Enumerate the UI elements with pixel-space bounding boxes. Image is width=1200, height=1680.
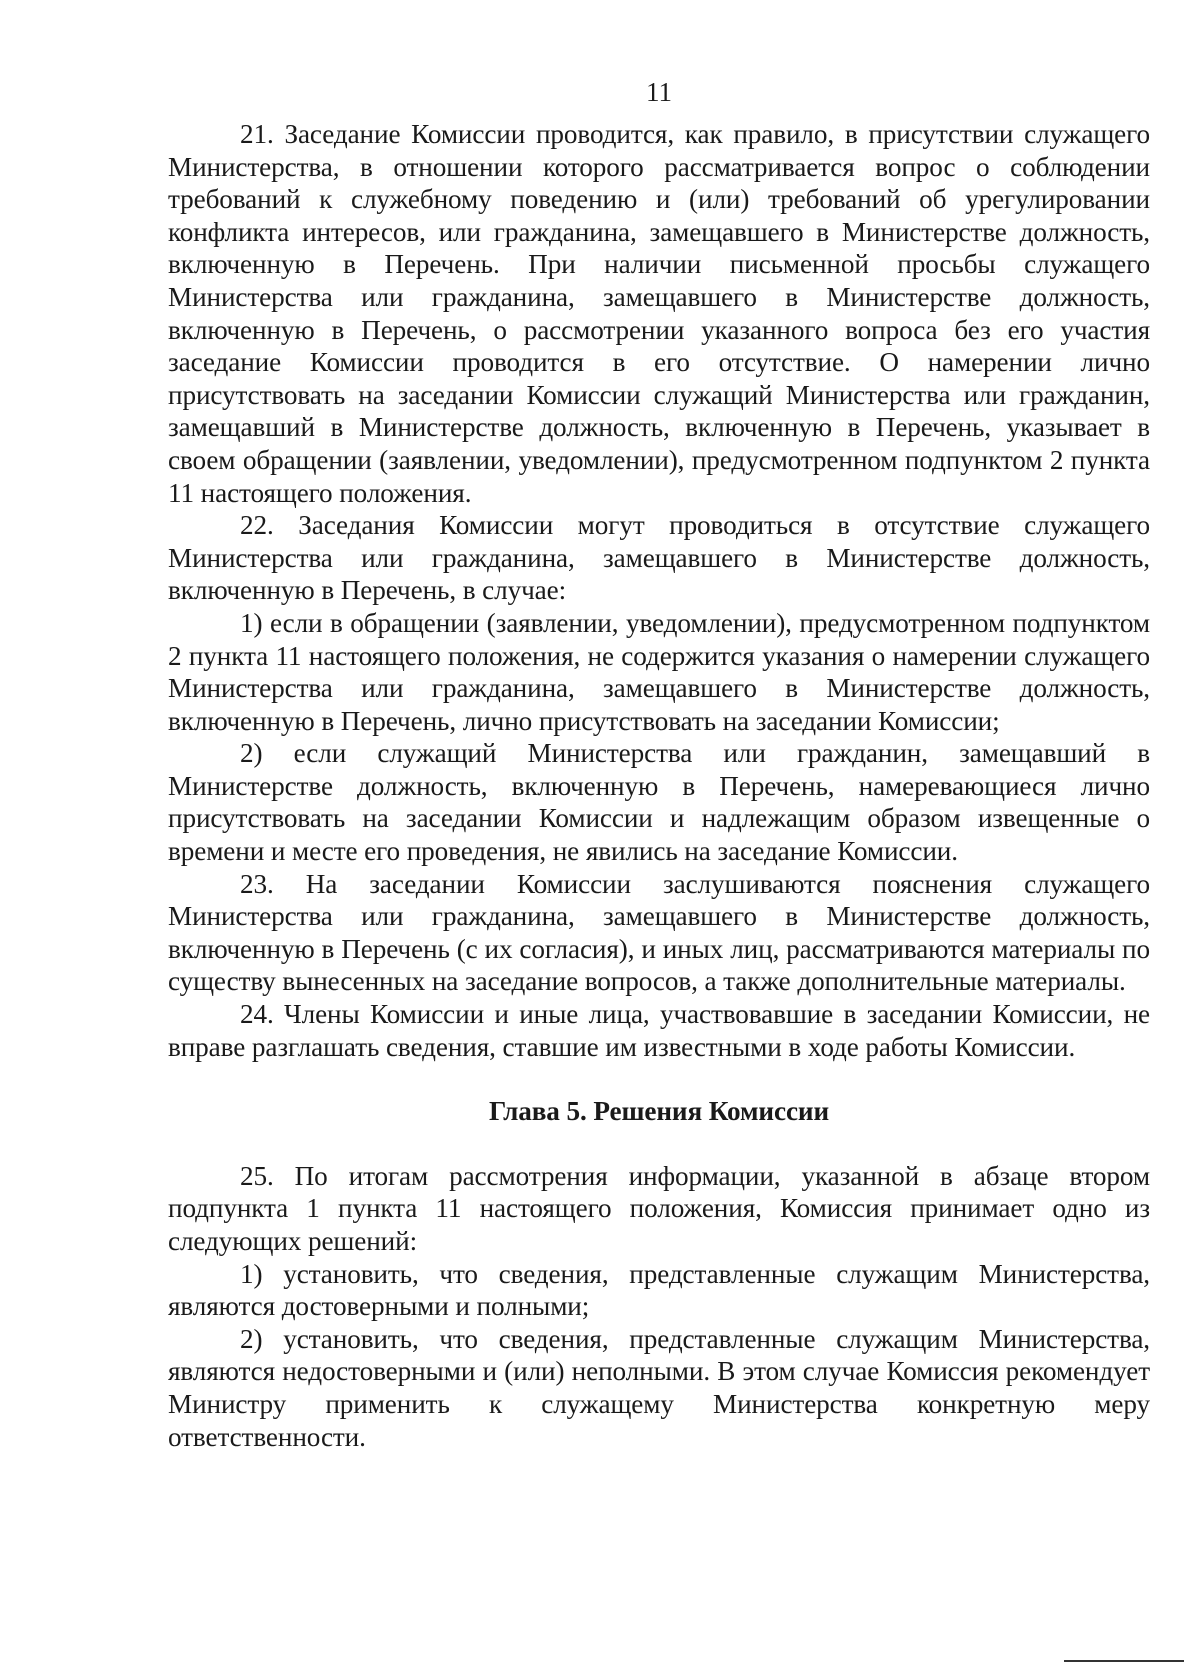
paragraph-22: 22. Заседания Комиссии могут проводиться в отсутствие служащего Министерства или гражданина, замещавшего в Министерстве должность, включенную в Перечень, в случае: — [168, 510, 1150, 606]
paragraph-24: 24. Члены Комиссии и иные лица, участвовавшие в заседании Комиссии, не вправе разглашать сведения, ставшие им известными в ходе работы Комиссии. — [168, 999, 1150, 1062]
footer-rule — [1064, 1660, 1184, 1662]
paragraph-25-item-2: 2) установить, что сведения, представленные служащим Министерства, являются недостоверными и (или) неполными. В этом случае Комиссия рекомендует Министру применить к служащему Министерства конкретную меру ответственности. — [168, 1323, 1150, 1452]
document-body — [168, 118, 1150, 1453]
paragraph-21: 21. Заседание Комиссии проводится, как правило, в присутствии служащего Министерства, в отношении которого рассматривается вопрос о соблюдении требований к служебному поведению и (или) требований об урегулировании конфликта интересов, или гражданина, замещавшего в Министерстве должность, включенную в Перечень. При наличии письменной просьбы служащего Министерства или гражданина, замещавшего в Министерстве должность, включенную в Перечень, о рассмотрении указанного вопроса без его участия заседание Комиссии проводится в его отсутствие. О намерении лично присутствовать на заседании Комиссии служащий Министерства или гражданин, замещавший в Министерстве должность, включенную в Перечень, указывает в своем обращении (заявлении, уведомлении), предусмотренном подпунктом 2 пункта 11 настоящего положения. — [168, 119, 1150, 508]
paragraph-22-item-2: 2) если служащий Министерства или гражданин, замещавший в Министерстве должность, включенную в Перечень, намеревающиеся лично присутствовать на заседании Комиссии и надлежащим образом извещенные о времени и месте его проведения, не явились на заседание Комиссии. — [168, 738, 1150, 867]
page-number: 11 — [646, 77, 672, 107]
paragraph-25: 25. По итогам рассмотрения информации, указанной в абзаце втором подпункта 1 пункта 11 настоящего положения, Комиссия принимает одно из следующих решений: — [168, 1160, 1150, 1256]
paragraph-25-item-1: 1) установить, что сведения, представленные служащим Министерства, являются достоверными и полными; — [168, 1258, 1150, 1322]
paragraph-22-item-1: 1) если в обращении (заявлении, уведомлении), предусмотренном подпунктом 2 пункта 11 настоящего положения, не содержится указания о намерении служащего Министерства или гражданина, замещавшего в Министерстве должность, включенную в Перечень, лично присутствовать на заседании Комиссии; — [168, 607, 1150, 736]
paragraph-23: 23. На заседании Комиссии заслушиваются пояснения служащего Министерства или гражданина, замещавшего в Министерстве должность, включенную в Перечень (с их согласия), и иных лиц, рассматриваются материалы по существу вынесенных на заседание вопросов, а также дополнительные материалы. — [168, 868, 1150, 997]
chapter-heading: Глава 5. Решения Комиссии — [488, 1096, 830, 1127]
